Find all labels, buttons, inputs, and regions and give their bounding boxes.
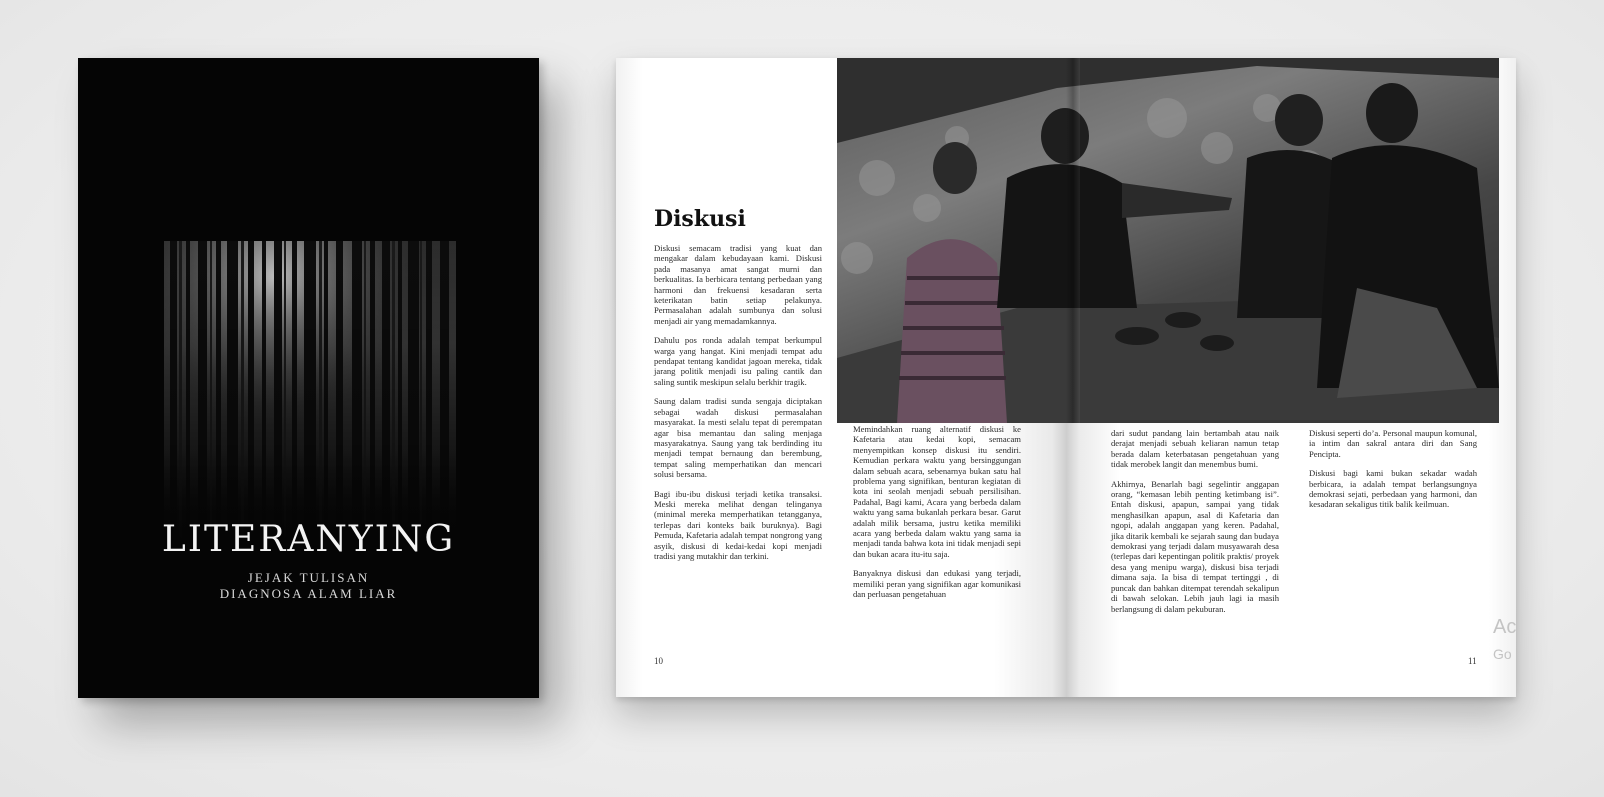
activation-watermark-line1: Ac [1493,616,1517,638]
page-number-left: 10 [654,656,663,666]
text-column-4 [1309,428,1477,519]
paragraph: Dahulu pos ronda adalah tempat berkumpul warga yang hangat. Kini menjadi tempat adu pendapat tentang kandidat jagoan mereka, tidak jarang politik menjadi isu paling cantik dan saling suntik meskipun selalu berkhir tragik. [654,335,822,387]
page-number-right: 11 [1468,656,1477,666]
article-heading: Diskusi [654,206,746,232]
paragraph: Bagi ibu-ibu diskusi terjadi ketika transaksi. Meski mereka melihat dengan telinganya (minimal mereka memperhatikan tetangganya, terlepas dari konteks baik buruknya). Bagi Pemuda, Kafetaria adalah tempat nongrong yang asyik, diskusi di kedai-kedai kopi menjadi tradisi yang mutakhir dan terkini. [654,488,822,561]
paragraph: dari sudut pandang lain bertambah atau naik derajat menjadi sebuah keliaran namun tetap berada dalam keterbatasan pengetahuan yang tidak merobek langit dan menembus bumi. [1111,428,1279,470]
text-column-2 [853,424,1021,609]
paragraph: Diskusi bagi kami bukan sekadar wadah berbicara, ia adalah tempat berlangsungnya demokrasi sejati, perbedaan yang harmoni, dan kesadaran sekaligus titik balik keilmuan. [1309,468,1477,510]
paragraph: Akhirnya, Benarlah bagi segelintir anggapan orang, “kemasan lebih penting ketimbang isi”. Entah diskusi, apapun, sampai yang tidak menghasilkan apapun, asal di Kafetaria dan ngopi, adalah anggapan yang keren. Padahal, jika ditarik kembali ke sejarah saung dan budaya demokrasi yang terjadi dalam musyawarah desa (terlepas dari kepentingan politik praktis/ proyek desa yang menipu warga), diskusi bisa terjadi dimana saja. Ia bisa di tempat tertinggi , di puncak dan bahkan ditempat terendah sekalipun di bawah selokan. Lebih jauh lagi ia masih berlangsung di dalam pekuburan. [1111,478,1279,614]
text-column-3 [1111,428,1279,623]
book-cover [78,58,539,698]
forest-photo [164,241,456,541]
spine-fold-shadow [1066,58,1080,423]
paragraph: Diskusi seperti do’a. Personal maupun komunal, ia intim dan sakral antara diri dan Sang Pencipta. [1309,428,1477,459]
paragraph: Banyaknya diskusi dan edukasi yang terjadi, memiliki peran yang signifikan agar komunikasi dan perluasan pengetahuan [853,568,1021,600]
activation-watermark-line2: Go [1493,646,1512,662]
paragraph: Memindahkan ruang alternatif diskusi ke Kafetaria atau kedai kopi, semacam menyempitkan konsep diskusi itu sendiri. Kemudian perkara waktu yang bersinggungan dalam sebuah acara, sebenarnya bukan satu hal problema yang signifikan, benturan kegiatan di kota ini seolah menjadi sebuah persilisihan. Padahal, Bagi kami, Acara yang berbeda dalam waktu yang sama bukanlah perkara besar. Garut adalah milik bersama, justru ketika memiliki acara yang berbeda dalam waktu yang sama ia menjadi tanda bahwa kota ini tidak menjadi sepi dan bukan acara itu-itu saja. [853,424,1021,559]
paragraph: Diskusi semacam tradisi yang kuat dan mengakar dalam kebudayaan kami. Diskusi pada masanya amat sangat murni dan berkualitas. Ia berbicara tentang perbedaan yang harmoni dan frekuensi kesadaran serta keterikatan batin setiap pelakunya. Permasalahan adalah sumbunya dan solusi menjadi air yang memadamkannya. [654,243,822,326]
book-spread [616,58,1516,697]
discussion-photo [837,58,1499,423]
paragraph: Saung dalam tradisi sunda sengaja diciptakan sebagai wadah diskusi permasalahan masyarakat. Ia mesti selalu tepat di perempatan agar bisa memantau dan saling menjaga masyarakatnya. Saung yang tak berdinding itu menjadi tempat bernaung dan berembung, tempat saling memperhatikan dan mencari solusi bersama. [654,396,822,480]
cover-subtitle-line2: DIAGNOSA ALAM LIAR [219,586,398,601]
text-column-1 [654,243,822,570]
cover-title: LITERANYING [161,519,456,560]
cover-subtitle-line1: JEJAK TULISAN [247,570,370,585]
